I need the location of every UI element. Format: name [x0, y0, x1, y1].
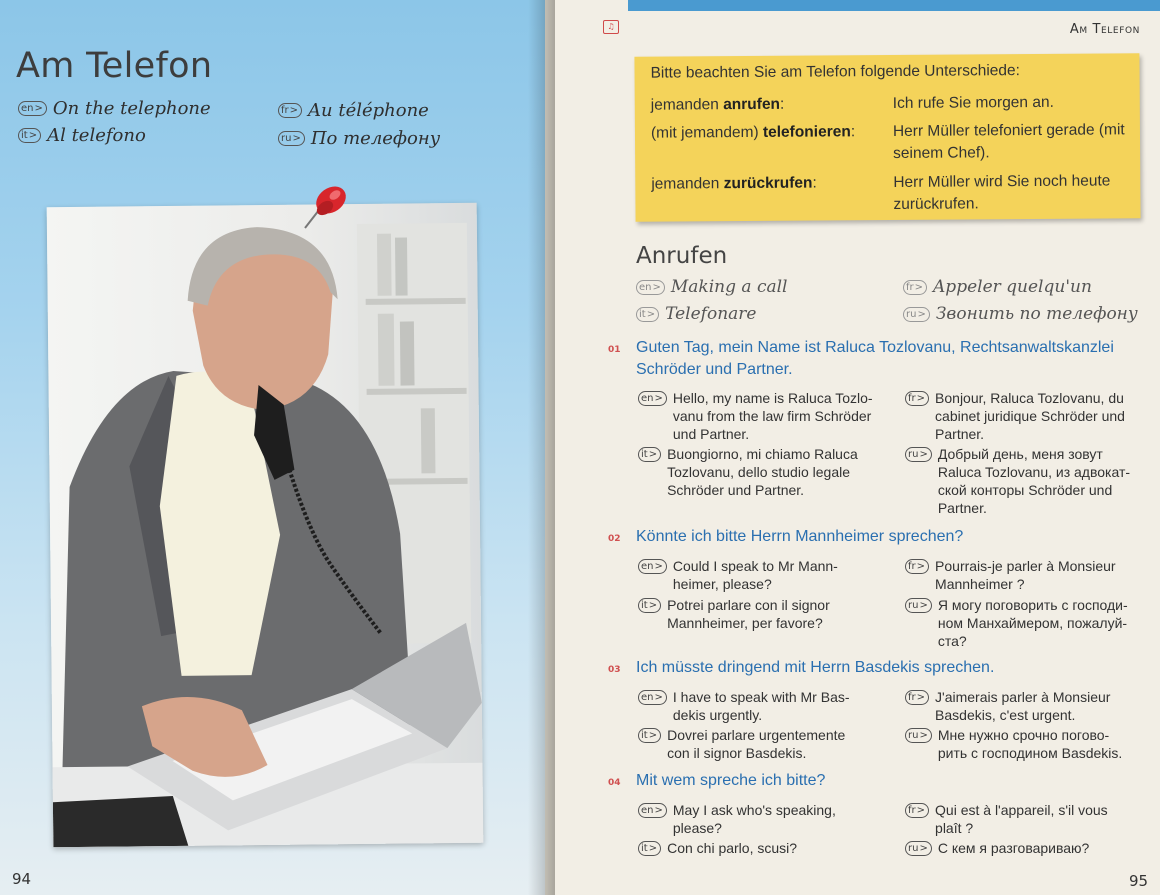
left-page	[0, 0, 545, 895]
title-translation-en: en > On the telephone	[18, 98, 211, 119]
translation-fr: fr > Bonjour, Raluca Tozlovanu, du cabinet juridique Schröder und Partner.	[905, 389, 1145, 443]
note-intro: Bitte beachten Sie am Telefon folgende Unterschiede:	[650, 62, 1020, 82]
lang-badge-it: it >	[18, 128, 41, 143]
translation-it: it > Potrei parlare con il signor Mannheimer, per favore?	[638, 596, 908, 632]
phrase-heading: 04 Mit wem spreche ich bitte?	[608, 772, 826, 789]
audio-track-number: 03	[608, 665, 621, 675]
lang-badge-fr: fr >	[278, 103, 302, 118]
section-title: Anrufen	[636, 243, 728, 269]
section-translation-ru: ru > Звонить по телефону	[903, 304, 1138, 324]
audio-track-number: 04	[608, 778, 621, 788]
translation-ru: ru > Мне нужно срочно погово- рить с господином Basdekis.	[905, 726, 1145, 762]
chapter-title: Am Telefon	[16, 46, 213, 86]
translation-en: en > May I ask who's speaking, please?	[638, 801, 908, 837]
phrase-heading: 01 Guten Tag, mein Name ist Raluca Tozlovanu, Rechtsanwaltskanzlei Schröder und Partner.	[608, 339, 1114, 378]
translation-fr: fr > Qui est à l'appareil, s'il vous plaît ?	[905, 801, 1145, 837]
translation-fr: fr > J'aimerais parler à Monsieur Basdekis, c'est urgent.	[905, 688, 1145, 724]
section-translation-en: en > Making a call	[636, 277, 787, 297]
page-number-right: 95	[1129, 872, 1149, 890]
translation-fr: fr > Pourrais-je parler à Monsieur Mannheimer ?	[905, 557, 1145, 593]
translation-en: en > Could I speak to Mr Mann- heimer, please?	[638, 557, 908, 593]
lang-badge-en: en >	[18, 101, 47, 116]
title-translation-fr: fr > Au téléphone	[278, 100, 429, 121]
title-translation-it: it > Al telefono	[18, 125, 146, 146]
right-page	[555, 0, 1160, 895]
translation-ru: ru > С кем я разговариваю?	[905, 839, 1145, 857]
translation-it: it > Buongiorno, mi chiamo Raluca Tozlovanu, dello studio legale Schröder und Partner.	[638, 445, 908, 499]
top-color-bar	[628, 0, 1160, 11]
translation-en: en > Hello, my name is Raluca Tozlo- vanu from the law firm Schröder und Partner.	[638, 389, 908, 443]
note-example: Herr Müller wird Sie noch heute zurückrufen.	[893, 172, 1111, 213]
running-head: Am Telefon	[1069, 22, 1140, 37]
note-example: Herr Müller telefoniert gerade (mit seinem Chef).	[892, 121, 1125, 162]
section-translation-it: it > Telefonare	[636, 304, 756, 324]
note-term: (mit jemandem) telefonieren:	[650, 123, 856, 142]
translation-ru: ru > Я могу поговорить с господи- ном Манхаймером, пожалуй- ста?	[905, 596, 1145, 650]
audio-track-number: 02	[608, 534, 621, 544]
phrase-heading: 03 Ich müsste dringend mit Herrn Basdekis sprechen.	[608, 659, 995, 676]
push-pin-icon	[295, 178, 355, 233]
translation-it: it > Con chi parlo, scusi?	[638, 839, 908, 857]
businessman-photo	[47, 203, 484, 847]
page-number-left: 94	[12, 870, 32, 888]
note-example: Ich rufe Sie morgen an.	[892, 93, 1054, 112]
translation-ru: ru > Добрый день, меня зовут Raluca Tozlovanu, из адвокат- ской конторы Schröder und Partner.	[905, 445, 1145, 517]
note-term: jemanden zurückrufen:	[651, 174, 817, 193]
translation-it: it > Dovrei parlare urgentemente con il signor Basdekis.	[638, 726, 908, 762]
photo-illustration	[47, 203, 484, 847]
section-translation-fr: fr > Appeler quelqu'un	[903, 277, 1092, 297]
translation-en: en > I have to speak with Mr Bas- dekis urgently.	[638, 688, 908, 724]
audio-track-icon: ♫	[603, 20, 619, 34]
title-translation-ru: ru > По телефону	[278, 128, 440, 149]
audio-track-number: 01	[608, 345, 621, 355]
note-term: jemanden anrufen:	[650, 95, 785, 114]
grammar-note	[634, 53, 1140, 222]
phrase-heading: 02 Könnte ich bitte Herrn Mannheimer sprechen?	[608, 528, 964, 545]
lang-badge-ru: ru >	[278, 131, 305, 146]
